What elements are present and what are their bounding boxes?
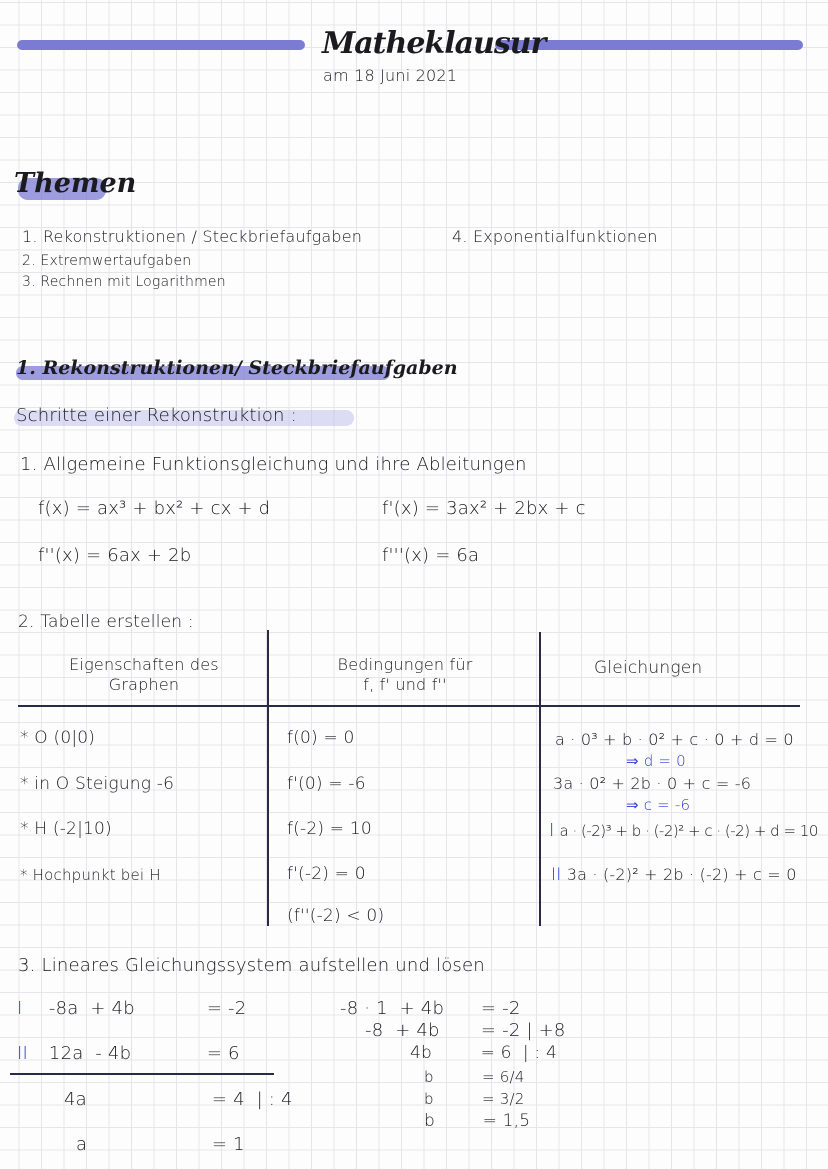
solve-b-1-rhs: = -2 <box>480 998 521 1019</box>
lgs-II-rhs: = 6 <box>206 1043 240 1064</box>
solve-b-row-3 <box>410 1043 557 1063</box>
equation-result-c: ⇒ c = -6 <box>626 796 691 814</box>
solve-b-row-6 <box>424 1111 530 1131</box>
solve-b-2-rhs: = -2 | +8 <box>480 1020 566 1041</box>
solve-b-4-rhs: = 6/4 <box>481 1068 525 1086</box>
col2-line1: Bedingungen für <box>337 655 473 674</box>
solve-b-2-lhs: -8 + 4b <box>365 1020 440 1041</box>
condition-row-1: f(0) = 0 <box>287 728 355 748</box>
lgs-row-I <box>17 998 246 1019</box>
section1-heading: 1. Rekonstruktionen/ Steckbriefaufgaben <box>16 357 458 379</box>
themen-item-2: 2. Extremwertaufgaben <box>22 253 192 269</box>
table-header-col1 <box>44 655 244 695</box>
lgs-II-lhs: 12a - 4b <box>48 1043 132 1064</box>
solve-b-6-rhs: = 1,5 <box>482 1111 531 1131</box>
solve-b-4-lhs: b <box>424 1068 434 1086</box>
table-divider-2 <box>539 632 541 926</box>
page-date: am 18 Juni 2021 <box>323 66 458 85</box>
equation-result-d: ⇒ d = 0 <box>626 752 686 770</box>
function-f: f(x) = ax³ + bx² + cx + d <box>38 498 271 519</box>
step3-title: 3. Lineares Gleichungssystem aufstellen und lösen <box>18 955 485 976</box>
solve-b-3-lhs: 4b <box>410 1043 433 1063</box>
themen-item-3: 3. Rechnen mit Logarithmen <box>22 274 226 290</box>
solve-b-1-lhs: -8 · 1 + 4b <box>340 998 445 1019</box>
solve-b-row-2 <box>365 1020 566 1041</box>
lgs-sum-line <box>10 1073 274 1075</box>
property-row-3: * H (-2|10) <box>20 819 112 839</box>
lgs-sum-rhs: = 4 | : 4 <box>211 1089 293 1110</box>
equation-row-2: 3a · 0² + 2b · 0 + c = -6 <box>553 774 752 793</box>
function-f-prime: f'(x) = 3ax² + 2bx + c <box>382 498 586 519</box>
condition-row-4: f'(-2) = 0 <box>287 864 366 884</box>
solve-b-5-lhs: b <box>424 1090 434 1108</box>
property-row-4: * Hochpunkt bei H <box>20 866 161 884</box>
table-header-line <box>18 705 800 707</box>
steps-subheading: Schritte einer Rekonstruktion : <box>16 405 297 426</box>
lgs-row-sum <box>64 1089 293 1110</box>
lgs-I-lhs: -8a + 4b <box>48 998 135 1019</box>
lgs-sum-lhs: 4a <box>64 1089 87 1110</box>
step1-title: 1. Allgemeine Funktionsgleichung und ihre Ableitungen <box>20 454 527 475</box>
solve-b-5-rhs: = 3/2 <box>481 1090 525 1108</box>
themen-heading: Themen <box>14 168 137 199</box>
lgs-a-rhs: = 1 <box>211 1134 245 1155</box>
equation-row-I <box>549 820 818 841</box>
themen-item-4: 4. Exponentialfunktionen <box>452 227 658 246</box>
equation-II-text: 3a · (-2)² + 2b · (-2) + c = 0 <box>566 865 797 884</box>
table-divider-1 <box>267 630 269 926</box>
table-header-col3: Gleichungen <box>594 658 703 678</box>
function-f-double-prime: f''(x) = 6ax + 2b <box>38 545 192 566</box>
lgs-label-II: II <box>17 1043 29 1064</box>
lgs-I-rhs: = -2 <box>206 998 247 1019</box>
property-row-1: * O (0|0) <box>20 728 96 748</box>
table-header-col2 <box>300 655 510 695</box>
lgs-label-I: I <box>17 998 23 1019</box>
condition-row-5: (f''(-2) < 0) <box>287 906 385 926</box>
solve-b-6-lhs: b <box>424 1111 435 1131</box>
solve-b-row-1 <box>340 998 520 1019</box>
col1-line1: Eigenschaften des <box>69 655 219 674</box>
page-title: Matheklausur <box>322 26 546 61</box>
function-f-triple-prime: f'''(x) = 6a <box>382 545 480 566</box>
col1-line2: Graphen <box>108 675 180 694</box>
roman-numeral-I: I <box>549 820 555 841</box>
solve-b-row-5 <box>424 1090 524 1108</box>
property-row-2: * in O Steigung -6 <box>20 774 175 794</box>
equation-row-II <box>551 865 797 885</box>
condition-row-3: f(-2) = 10 <box>287 819 372 839</box>
lgs-a-lhs: a <box>76 1134 88 1155</box>
themen-item-1: 1. Rekonstruktionen / Steckbriefaufgaben <box>22 227 363 246</box>
lgs-row-II <box>17 1043 240 1064</box>
equation-row-1: a · 0³ + b · 0² + c · 0 + d = 0 <box>555 730 794 749</box>
step2-title: 2. Tabelle erstellen : <box>18 612 194 632</box>
header-bar-left <box>17 40 305 50</box>
roman-numeral-II: II <box>551 865 562 885</box>
solve-b-row-4 <box>424 1068 524 1086</box>
solve-b-3-rhs: = 6 | : 4 <box>480 1043 557 1063</box>
condition-row-2: f'(0) = -6 <box>287 774 366 794</box>
equation-I-text: a · (-2)³ + b · (-2)² + c · (-2) + d = 10 <box>559 822 818 840</box>
lgs-row-a <box>76 1134 245 1155</box>
col2-line2: f, f' und f'' <box>363 675 447 694</box>
